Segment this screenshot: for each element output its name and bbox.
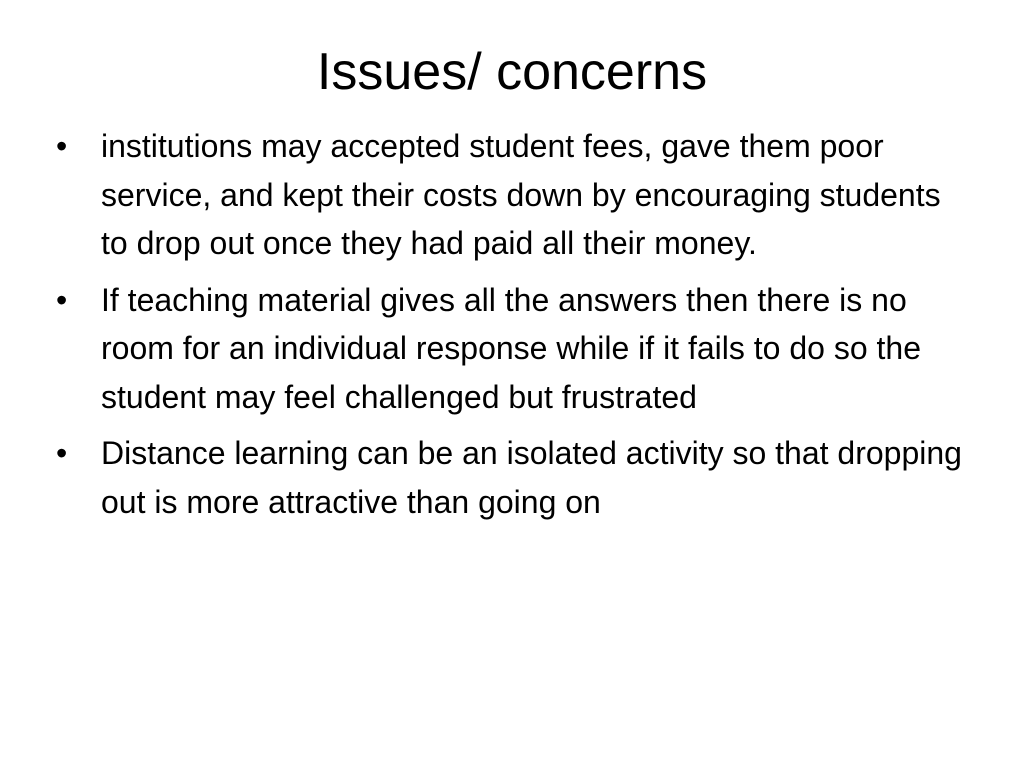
bullet-item [56, 429, 976, 526]
bullet-list [56, 122, 976, 534]
bullet-text: institutions may accepted student fees, gave them poor service, and kept their costs down by encouraging students to drop out once they had paid all their money. [101, 128, 941, 261]
bullet-dot-icon: • [56, 435, 68, 471]
bullet-item [56, 276, 976, 422]
bullet-item [56, 122, 976, 268]
bullet-dot-icon: • [56, 281, 68, 318]
bullet-dot-icon: • [56, 128, 68, 164]
bullet-text: Distance learning can be an isolated activity so that dropping out is more attractive than going on [101, 435, 962, 520]
bullet-text: If teaching material gives all the answers then there is no room for an individual response while if it fails to do so the student may feel challenged but frustrated [101, 281, 921, 415]
slide-title: Issues/ concerns [316, 43, 708, 101]
